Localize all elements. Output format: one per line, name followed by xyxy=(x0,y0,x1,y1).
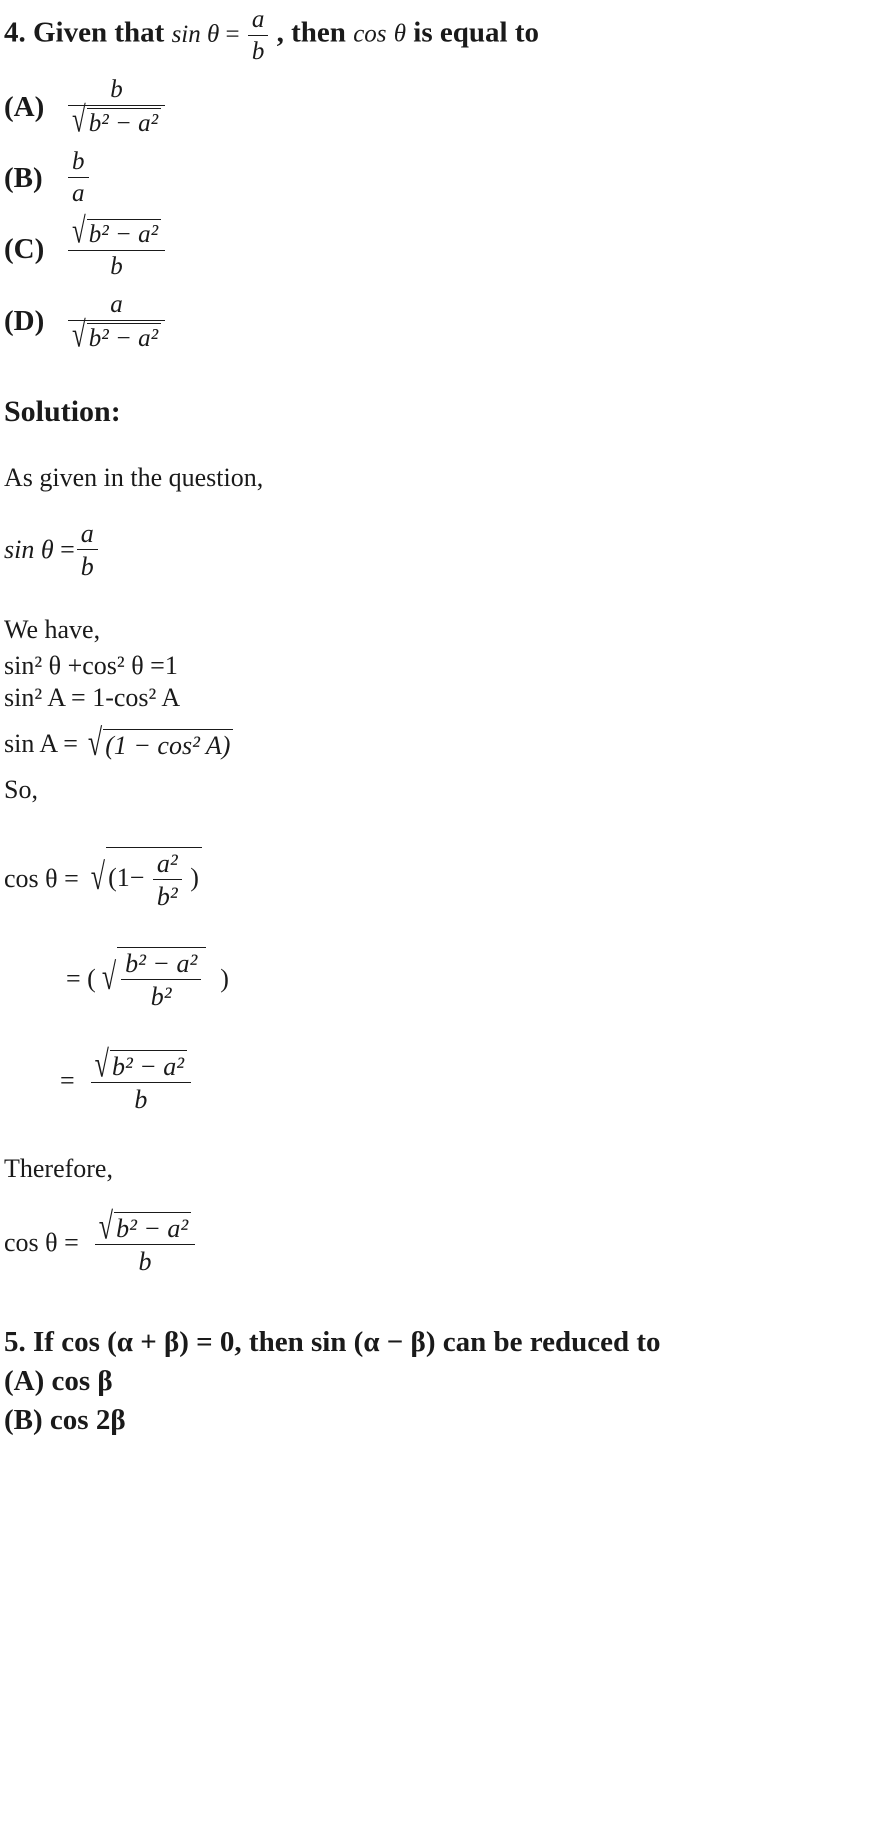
sqrt-expression xyxy=(102,947,206,1011)
option-c-label: (C) xyxy=(4,233,45,266)
fraction-denominator: b xyxy=(251,38,265,65)
sin-label: sin xyxy=(4,535,35,565)
option-a[interactable] xyxy=(4,76,866,141)
step-2-radicand xyxy=(117,947,206,1011)
radical-icon: √ xyxy=(72,212,86,252)
option-c-fraction xyxy=(68,212,165,280)
option-d[interactable] xyxy=(4,290,866,356)
question-5-heading: 5. If cos (α + β) = 0, then sin (α − β) can be reduced to xyxy=(4,1326,661,1359)
option-c-radicand: b² − a² xyxy=(87,219,161,249)
identity-3-radicand: (1 − cos² A) xyxy=(103,729,233,761)
option-b[interactable] xyxy=(4,148,866,208)
step-1-radicand xyxy=(106,847,202,911)
radical-icon: √ xyxy=(87,721,103,764)
option-a-radicand: b² − a² xyxy=(87,108,161,138)
we-have-text: We have, xyxy=(4,615,101,645)
final-radicand: b² − a² xyxy=(114,1212,191,1243)
question-5-option-a[interactable]: (A) cos β xyxy=(4,1365,113,1398)
question-4-stem-before: Given that xyxy=(33,16,165,49)
final-rhs xyxy=(93,1205,197,1277)
identity-line-2: sin² A = 1-cos² A xyxy=(4,683,181,713)
final-lhs: cos θ = xyxy=(4,1228,79,1257)
step-2-rhs xyxy=(102,947,206,1011)
fraction-a-over-b xyxy=(248,6,269,66)
option-a-label: (A) xyxy=(4,90,45,123)
theta-symbol: θ xyxy=(207,20,220,48)
option-b-value xyxy=(66,148,91,208)
radical-icon: √ xyxy=(101,956,117,999)
question-5-option-b[interactable]: (B) cos 2β xyxy=(4,1404,126,1437)
equals-symbol: = xyxy=(225,20,240,48)
solution-intro: As given in the question, xyxy=(4,463,264,493)
fraction-numerator: a xyxy=(248,6,269,36)
step-1 xyxy=(4,847,866,911)
sqrt-expression xyxy=(91,847,202,911)
option-a-numerator: b xyxy=(68,76,165,106)
step-3-numerator xyxy=(91,1042,191,1085)
option-d-value xyxy=(66,290,167,356)
given-equation-lhs xyxy=(4,535,75,565)
step-3-lhs: = xyxy=(60,1065,75,1095)
radical-icon: √ xyxy=(94,1042,109,1085)
sqrt-expression xyxy=(87,721,234,764)
step-1-lhs: cos θ = xyxy=(4,864,79,894)
given-numerator: a xyxy=(77,519,98,550)
step-1-open: (1− xyxy=(108,863,145,893)
radical-icon: √ xyxy=(98,1205,114,1248)
option-d-radicand: b² − a² xyxy=(87,323,161,353)
radical-icon: √ xyxy=(72,316,86,356)
step-2-fraction xyxy=(121,949,201,1011)
final-numerator xyxy=(95,1205,195,1248)
radical-icon: √ xyxy=(90,855,106,898)
option-a-fraction xyxy=(68,76,165,141)
option-a-value xyxy=(66,76,167,141)
option-b-fraction xyxy=(68,148,89,208)
option-c-value xyxy=(66,212,167,280)
radical-icon: √ xyxy=(72,101,86,141)
sqrt-expression xyxy=(98,1205,191,1248)
identity-3-rhs xyxy=(87,721,234,764)
step-2-numerator: b² − a² xyxy=(121,949,201,980)
theta-symbol-2: θ xyxy=(393,20,407,48)
sin-label: sin xyxy=(171,20,201,48)
sqrt-expression xyxy=(72,101,161,141)
identity-line-1: sin² θ +cos² θ =1 xyxy=(4,651,178,681)
step-3-fraction xyxy=(91,1042,191,1114)
option-d-denominator xyxy=(68,316,165,356)
final-result xyxy=(4,1205,866,1277)
step-1-rhs xyxy=(91,847,202,911)
step-1-close: ) xyxy=(190,863,199,893)
question-4-stem-end: is equal to xyxy=(413,16,539,49)
step-2-lhs: = ( xyxy=(66,964,96,994)
step-1-fraction xyxy=(153,849,182,911)
option-d-numerator: a xyxy=(68,291,165,321)
equals-symbol: = xyxy=(60,535,75,565)
so-text: So, xyxy=(4,774,38,804)
step-3 xyxy=(4,1042,866,1114)
question-4-stem-after: , then xyxy=(276,16,346,49)
question-4-inline-math xyxy=(171,6,277,65)
therefore-text: Therefore, xyxy=(4,1153,113,1183)
step-3-rhs xyxy=(89,1042,193,1114)
solution-title: Solution: xyxy=(4,395,121,429)
sqrt-expression xyxy=(72,212,161,252)
given-denominator: b xyxy=(80,552,94,582)
step-2-close: ) xyxy=(220,964,229,994)
final-fraction xyxy=(95,1205,195,1277)
step-2-denominator: b² xyxy=(150,982,172,1012)
sqrt-expression xyxy=(72,316,161,356)
option-d-fraction xyxy=(68,290,165,356)
theta-symbol: θ xyxy=(40,535,54,565)
sqrt-expression xyxy=(94,1042,187,1085)
question-4-heading xyxy=(4,0,866,66)
option-d-label: (D) xyxy=(4,305,45,338)
final-denominator: b xyxy=(138,1247,152,1277)
identity-line-3 xyxy=(4,721,866,764)
option-c[interactable] xyxy=(4,212,866,280)
step-3-denominator: b xyxy=(134,1084,148,1114)
step-1-denominator: b² xyxy=(156,882,178,912)
option-b-label: (B) xyxy=(4,161,43,194)
given-equation xyxy=(4,519,866,581)
option-c-numerator xyxy=(68,212,165,252)
identity-3-lhs: sin A = xyxy=(4,729,78,759)
question-4-number: 4. xyxy=(4,16,26,49)
step-2 xyxy=(4,947,866,1011)
step-1-numerator: a² xyxy=(153,849,182,880)
option-b-numerator: b xyxy=(68,148,89,178)
given-fraction xyxy=(77,519,98,581)
step-3-radicand: b² − a² xyxy=(110,1050,187,1081)
option-b-denominator: a xyxy=(72,180,85,208)
cos-label: cos xyxy=(353,20,387,48)
option-c-denominator: b xyxy=(110,252,123,280)
option-a-denominator xyxy=(68,101,165,141)
